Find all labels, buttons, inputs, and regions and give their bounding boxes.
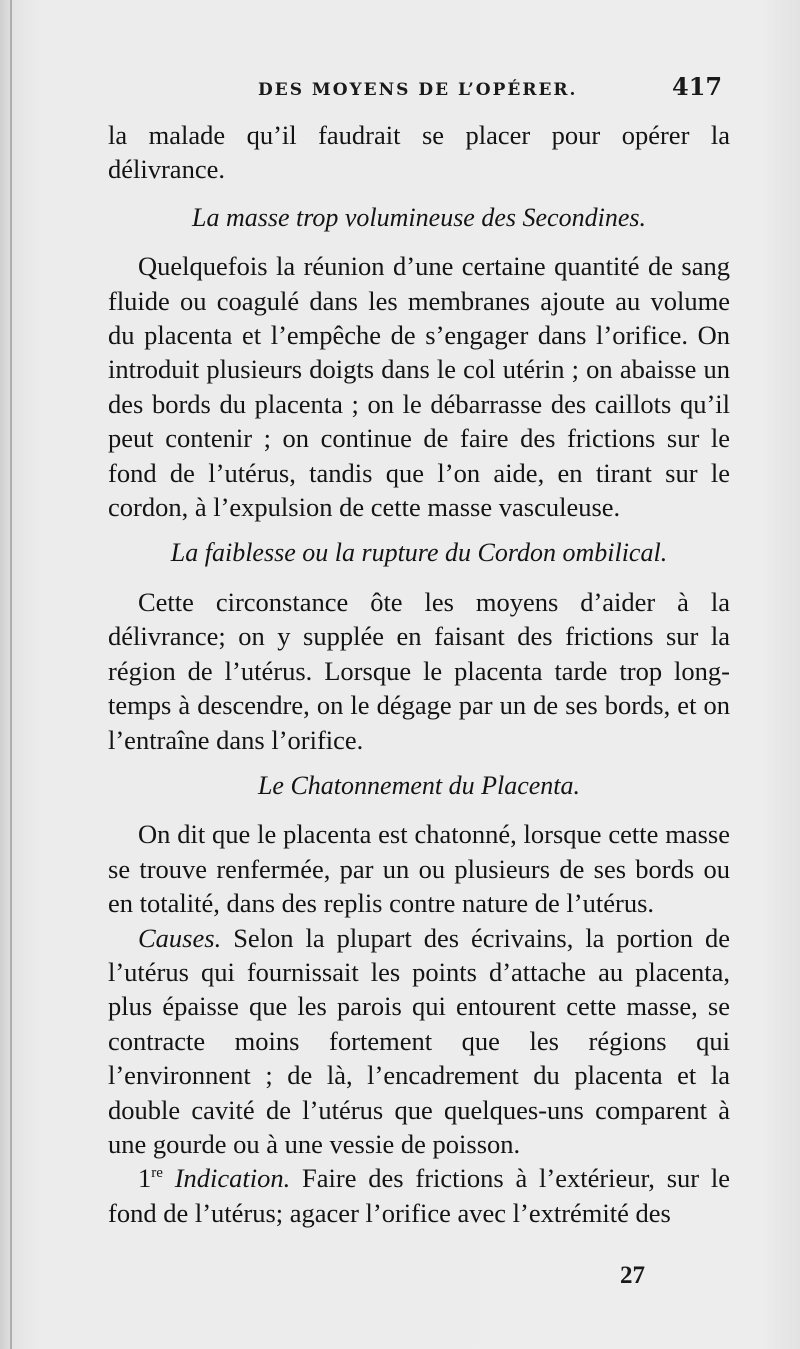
indication-number: 1: [138, 1163, 152, 1194]
section-heading-masse: La masse trop volumineuse des Secondines.: [192, 202, 646, 232]
indication-text: Faire des frictions à l’extérieur, sur le fond de l’utérus; agacer l’orifice avec l’extrémité des: [108, 1163, 730, 1228]
page-number: 417: [672, 72, 723, 101]
body-text: [108, 118, 730, 1230]
paragraph-causes: [108, 921, 730, 1162]
causes-label: Causes.: [138, 922, 222, 953]
gutter-line: [10, 0, 12, 1349]
paragraph-chatonnement: On dit que le placenta est chatonné, lorsque cette masse se trouve renfermée, par un ou plusieurs de ses bords ou en totalité, dans des replis contre nature de l’utérus.: [108, 819, 730, 919]
indication-label: Indication.: [162, 1163, 291, 1194]
paragraph-masse: Quelquefois la réunion d’une certaine quantité de sang fluide ou coagulé dans les membranes ajoute au volume du placenta et l’empêche de s’engager dans l’orifice. On introduit plusieurs doigts dans le col utérin ; on abaisse un des bords du placenta ; on le débarrasse des caillots qu’il peut contenir ; on continue de faire des frictions sur le fond de l’utérus, tandis que l’on aide, en tirant sur le cordon, à l’expulsion de cette masse vasculeuse.: [108, 251, 730, 523]
section-heading-cordon: La faiblesse ou la rupture du Cordon ombilical.: [170, 538, 668, 568]
section-heading-chatonnement: Le Chatonnement du Placenta.: [257, 770, 581, 800]
indication-superscript: re: [151, 1165, 163, 1182]
paragraph-cordon: Cette circonstance ôte les moyens d’aider à la délivrance; on y supplée en faisant des frictions sur la région de l’utérus. Lorsque le placenta tarde trop long-temps à descendre, on le dégage par un de ses bords, et on l’entraîne dans l’orifice.: [108, 586, 730, 755]
causes-text: Selon la plupart des écrivains, la portion de l’utérus qui fournissait les points d’attache au placenta, plus épaisse que les parois qui entourent cette masse, se contracte moins fortement que les régions qui l’environnent ; de là, l’encadrement du placenta et la double cavité de l’utérus que quelques-uns comparent à une gourde ou à une vessie de poisson.: [108, 922, 730, 1159]
running-head: DES MOYENS DE L’OPÉRER.: [258, 80, 578, 100]
paragraph-continuation: la malade qu’il faudrait se placer pour opérer la délivrance.: [108, 120, 730, 185]
signature-mark: 27: [620, 1262, 645, 1289]
paragraph-indication: [108, 1161, 730, 1230]
